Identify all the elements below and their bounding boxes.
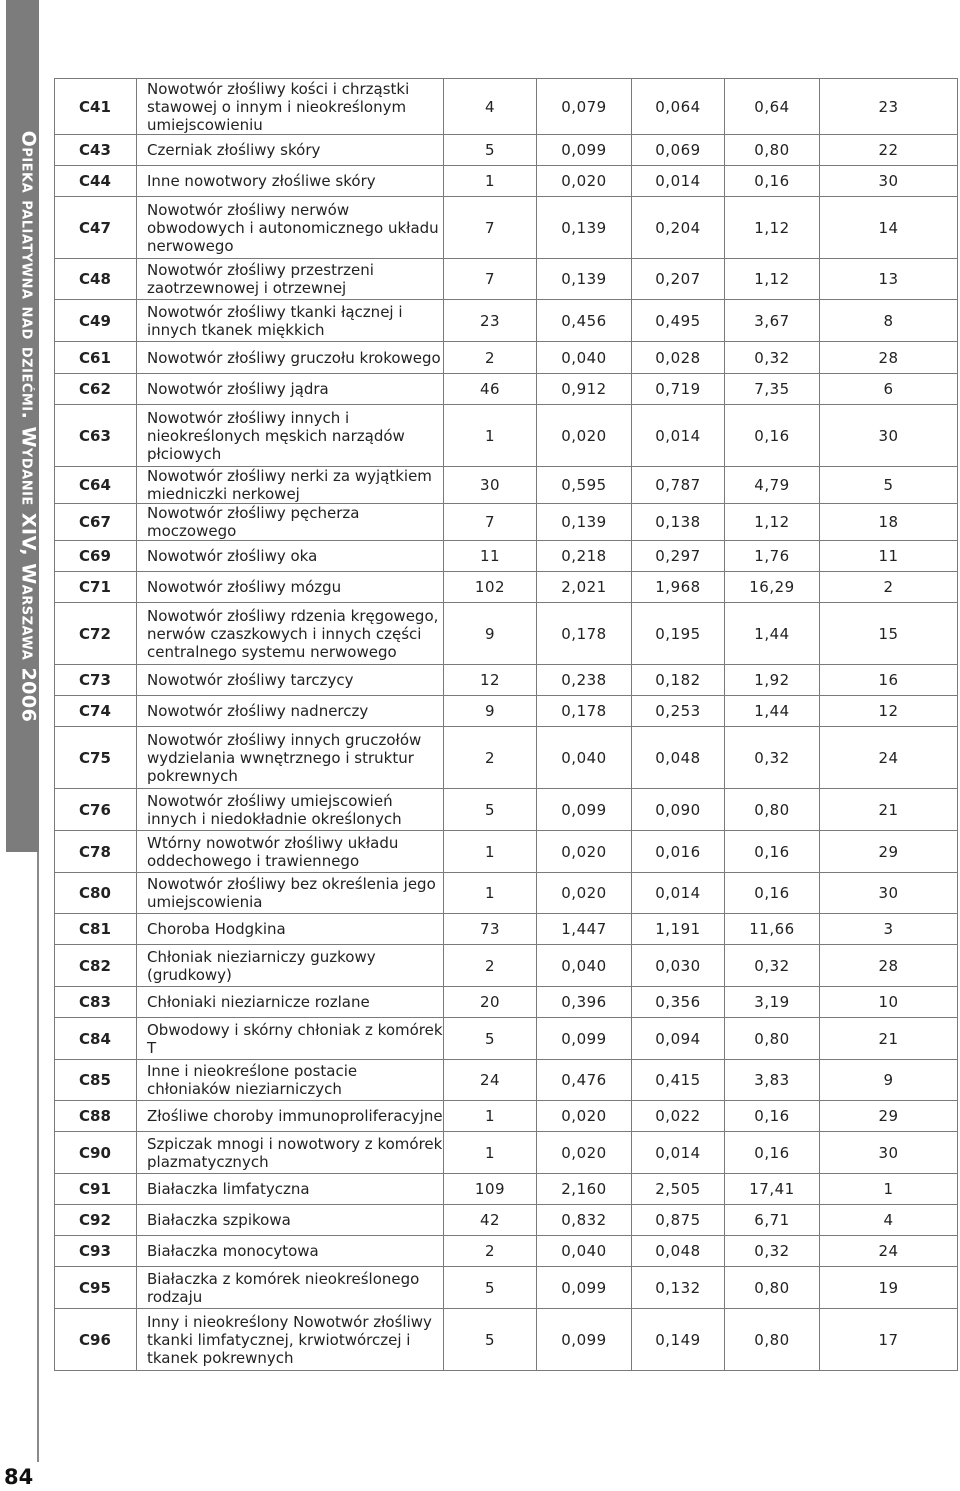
row-description: Choroba Hodgkina (137, 914, 444, 945)
row-description: Nowotwór złośliwy umiejscowień innych i niedokładnie określonych (137, 789, 444, 831)
row-rank: 21 (820, 1018, 958, 1060)
row-count: 5 (444, 789, 537, 831)
row-rate-1: 0,099 (537, 1309, 632, 1371)
row-percent: 1,12 (725, 259, 820, 300)
row-description: Nowotwór złośliwy oka (137, 541, 444, 572)
row-description: Chłoniaki nieziarnicze rozlane (137, 987, 444, 1018)
row-code: C90 (55, 1132, 137, 1174)
row-rank: 1 (820, 1174, 958, 1205)
row-count: 30 (444, 467, 537, 504)
table-row (55, 987, 958, 1018)
row-percent: 0,16 (725, 831, 820, 873)
row-count: 1 (444, 405, 537, 467)
row-count: 2 (444, 727, 537, 789)
row-count: 102 (444, 572, 537, 603)
row-count: 24 (444, 1060, 537, 1101)
table-row (55, 1309, 958, 1371)
row-rate-1: 0,456 (537, 300, 632, 342)
table-row (55, 727, 958, 789)
table-row (55, 197, 958, 259)
row-rate-1: 0,099 (537, 135, 632, 166)
row-percent: 1,12 (725, 504, 820, 541)
row-description: Nowotwór złośliwy bez określenia jego umiejscowienia (137, 873, 444, 914)
row-percent: 0,80 (725, 135, 820, 166)
row-percent: 0,32 (725, 945, 820, 987)
row-rank: 14 (820, 197, 958, 259)
row-code: C75 (55, 727, 137, 789)
row-count: 109 (444, 1174, 537, 1205)
row-rank: 24 (820, 727, 958, 789)
row-code: C72 (55, 603, 137, 665)
row-percent: 0,32 (725, 342, 820, 374)
row-description: Nowotwór złośliwy innych gruczołów wydzielania wwnętrznego i struktur pokrewnych (137, 727, 444, 789)
row-rate-2: 0,014 (632, 166, 725, 197)
row-rate-2: 0,149 (632, 1309, 725, 1371)
row-code: C67 (55, 504, 137, 541)
row-description: Białaczka monocytowa (137, 1236, 444, 1267)
row-rate-2: 0,048 (632, 727, 725, 789)
row-rank: 30 (820, 405, 958, 467)
row-percent: 3,19 (725, 987, 820, 1018)
table-row (55, 1236, 958, 1267)
row-rate-1: 0,238 (537, 665, 632, 696)
row-count: 9 (444, 696, 537, 727)
row-percent: 0,16 (725, 405, 820, 467)
row-rank: 30 (820, 873, 958, 914)
row-rate-2: 0,719 (632, 374, 725, 405)
row-count: 5 (444, 1018, 537, 1060)
row-rank: 22 (820, 135, 958, 166)
table-row (55, 405, 958, 467)
row-code: C47 (55, 197, 137, 259)
table-row (55, 467, 958, 504)
row-rate-1: 0,040 (537, 945, 632, 987)
row-count: 5 (444, 135, 537, 166)
row-code: C93 (55, 1236, 137, 1267)
row-code: C91 (55, 1174, 137, 1205)
row-rate-1: 0,020 (537, 873, 632, 914)
row-code: C69 (55, 541, 137, 572)
row-code: C96 (55, 1309, 137, 1371)
row-percent: 6,71 (725, 1205, 820, 1236)
row-rank: 30 (820, 1132, 958, 1174)
row-count: 46 (444, 374, 537, 405)
row-rate-2: 0,875 (632, 1205, 725, 1236)
row-rate-2: 0,094 (632, 1018, 725, 1060)
row-rate-1: 0,020 (537, 405, 632, 467)
row-description: Szpiczak mnogi i nowotwory z komórek plazmatycznych (137, 1132, 444, 1174)
row-rate-2: 1,968 (632, 572, 725, 603)
row-code: C81 (55, 914, 137, 945)
row-rate-1: 0,099 (537, 1267, 632, 1309)
row-count: 12 (444, 665, 537, 696)
row-code: C61 (55, 342, 137, 374)
row-code: C71 (55, 572, 137, 603)
row-code: C63 (55, 405, 137, 467)
row-percent: 1,92 (725, 665, 820, 696)
table-row (55, 1060, 958, 1101)
row-rate-1: 0,040 (537, 342, 632, 374)
row-count: 1 (444, 1101, 537, 1132)
row-description: Czerniak złośliwy skóry (137, 135, 444, 166)
row-description: Nowotwór złośliwy mózgu (137, 572, 444, 603)
row-rate-1: 0,020 (537, 831, 632, 873)
table-row (55, 166, 958, 197)
row-percent: 0,16 (725, 873, 820, 914)
row-percent: 1,12 (725, 197, 820, 259)
row-rate-1: 0,139 (537, 504, 632, 541)
table-row (55, 374, 958, 405)
table-row (55, 696, 958, 727)
row-description: Białaczka limfatyczna (137, 1174, 444, 1205)
row-description: Białaczka szpikowa (137, 1205, 444, 1236)
row-code: C48 (55, 259, 137, 300)
row-rank: 3 (820, 914, 958, 945)
row-rate-1: 0,218 (537, 541, 632, 572)
row-rate-1: 0,040 (537, 1236, 632, 1267)
table-row (55, 1174, 958, 1205)
row-rate-2: 0,207 (632, 259, 725, 300)
row-percent: 0,80 (725, 1309, 820, 1371)
row-rank: 15 (820, 603, 958, 665)
row-count: 20 (444, 987, 537, 1018)
table-row (55, 873, 958, 914)
row-rate-2: 0,069 (632, 135, 725, 166)
cancer-table (54, 78, 958, 1371)
row-count: 11 (444, 541, 537, 572)
row-code: C64 (55, 467, 137, 504)
row-count: 1 (444, 873, 537, 914)
row-percent: 0,32 (725, 1236, 820, 1267)
row-rate-2: 0,356 (632, 987, 725, 1018)
row-rate-2: 0,014 (632, 873, 725, 914)
row-rate-1: 0,020 (537, 166, 632, 197)
row-percent: 17,41 (725, 1174, 820, 1205)
table-row (55, 504, 958, 541)
row-rank: 5 (820, 467, 958, 504)
row-rate-1: 0,099 (537, 1018, 632, 1060)
row-count: 1 (444, 1132, 537, 1174)
row-description: Złośliwe choroby immunoproliferacyjne (137, 1101, 444, 1132)
row-rate-2: 0,787 (632, 467, 725, 504)
row-rank: 10 (820, 987, 958, 1018)
row-rate-2: 0,064 (632, 79, 725, 135)
row-code: C84 (55, 1018, 137, 1060)
row-rate-1: 0,099 (537, 789, 632, 831)
row-count: 4 (444, 79, 537, 135)
sidebar-title: Opieka paliatywna nad dziećmi. Wydanie XIV, Warszawa 2006 (17, 130, 40, 723)
row-code: C44 (55, 166, 137, 197)
row-rate-2: 0,204 (632, 197, 725, 259)
table-row (55, 572, 958, 603)
row-rate-1: 1,447 (537, 914, 632, 945)
row-code: C78 (55, 831, 137, 873)
row-description: Inny i nieokreślony Nowotwór złośliwy tkanki limfatycznej, krwiotwórczej i tkanek pokrewnych (137, 1309, 444, 1371)
row-count: 7 (444, 504, 537, 541)
row-description: Nowotwór złośliwy gruczołu krokowego (137, 342, 444, 374)
row-rank: 23 (820, 79, 958, 135)
row-rate-2: 0,090 (632, 789, 725, 831)
row-code: C43 (55, 135, 137, 166)
row-count: 1 (444, 166, 537, 197)
row-rank: 29 (820, 831, 958, 873)
row-count: 73 (444, 914, 537, 945)
row-count: 2 (444, 945, 537, 987)
row-percent: 0,16 (725, 1132, 820, 1174)
row-code: C82 (55, 945, 137, 987)
row-description: Inne nowotwory złośliwe skóry (137, 166, 444, 197)
row-description: Nowotwór złośliwy tkanki łącznej i innych tkanek miękkich (137, 300, 444, 342)
row-code: C76 (55, 789, 137, 831)
row-rate-2: 0,297 (632, 541, 725, 572)
row-rank: 12 (820, 696, 958, 727)
row-rate-2: 0,195 (632, 603, 725, 665)
row-percent: 7,35 (725, 374, 820, 405)
row-description: Nowotwór złośliwy pęcherza moczowego (137, 504, 444, 541)
row-percent: 3,67 (725, 300, 820, 342)
row-rate-2: 0,014 (632, 1132, 725, 1174)
row-count: 23 (444, 300, 537, 342)
row-description: Nowotwór złośliwy jądra (137, 374, 444, 405)
table-row (55, 603, 958, 665)
row-description: Nowotwór złośliwy rdzenia kręgowego, nerwów czaszkowych i innych części centralnego systemu nerwowego (137, 603, 444, 665)
row-rank: 4 (820, 1205, 958, 1236)
row-rate-2: 0,016 (632, 831, 725, 873)
row-rate-1: 0,139 (537, 259, 632, 300)
row-rank: 21 (820, 789, 958, 831)
row-rate-1: 0,595 (537, 467, 632, 504)
sidebar-banner (6, 0, 39, 852)
row-rate-1: 0,832 (537, 1205, 632, 1236)
row-count: 7 (444, 197, 537, 259)
row-rate-1: 2,021 (537, 572, 632, 603)
row-percent: 3,83 (725, 1060, 820, 1101)
row-description: Nowotwór złośliwy kości i chrząstki stawowej o innym i nieokreślonym umiejscowieniu (137, 79, 444, 135)
table-row (55, 945, 958, 987)
row-rate-2: 0,030 (632, 945, 725, 987)
table-row (55, 1267, 958, 1309)
margin-rule (37, 852, 39, 1462)
table-row (55, 914, 958, 945)
row-rank: 29 (820, 1101, 958, 1132)
table-row (55, 1101, 958, 1132)
row-code: C83 (55, 987, 137, 1018)
row-description: Chłoniak nieziarniczy guzkowy (grudkowy) (137, 945, 444, 987)
row-rate-1: 0,040 (537, 727, 632, 789)
table-row (55, 79, 958, 135)
row-rank: 28 (820, 945, 958, 987)
row-count: 5 (444, 1309, 537, 1371)
table-row (55, 1132, 958, 1174)
row-code: C41 (55, 79, 137, 135)
row-count: 2 (444, 342, 537, 374)
row-count: 42 (444, 1205, 537, 1236)
table-row (55, 259, 958, 300)
row-count: 2 (444, 1236, 537, 1267)
row-percent: 11,66 (725, 914, 820, 945)
table-row (55, 831, 958, 873)
row-rate-1: 2,160 (537, 1174, 632, 1205)
row-rate-2: 0,495 (632, 300, 725, 342)
row-percent: 0,16 (725, 166, 820, 197)
row-percent: 0,80 (725, 1267, 820, 1309)
row-description: Nowotwór złośliwy nerwów obwodowych i autonomicznego układu nerwowego (137, 197, 444, 259)
table-row (55, 541, 958, 572)
row-count: 5 (444, 1267, 537, 1309)
row-rate-2: 0,182 (632, 665, 725, 696)
row-code: C95 (55, 1267, 137, 1309)
row-rank: 2 (820, 572, 958, 603)
row-code: C80 (55, 873, 137, 914)
row-percent: 16,29 (725, 572, 820, 603)
row-description: Inne i nieokreślone postacie chłoniaków nieziarniczych (137, 1060, 444, 1101)
row-code: C92 (55, 1205, 137, 1236)
row-description: Białaczka z komórek nieokreślonego rodzaju (137, 1267, 444, 1309)
row-rank: 6 (820, 374, 958, 405)
row-rank: 19 (820, 1267, 958, 1309)
row-rank: 28 (820, 342, 958, 374)
row-rank: 18 (820, 504, 958, 541)
table-row (55, 1018, 958, 1060)
row-description: Nowotwór złośliwy tarczycy (137, 665, 444, 696)
row-rate-2: 0,253 (632, 696, 725, 727)
row-description: Nowotwór złośliwy innych i nieokreślonych męskich narządów płciowych (137, 405, 444, 467)
row-rank: 16 (820, 665, 958, 696)
page-number: 84 (4, 1465, 34, 1489)
row-rate-1: 0,139 (537, 197, 632, 259)
row-count: 7 (444, 259, 537, 300)
row-rate-2: 0,132 (632, 1267, 725, 1309)
table-row (55, 789, 958, 831)
row-description: Wtórny nowotwór złośliwy układu oddechowego i trawiennego (137, 831, 444, 873)
row-rate-1: 0,020 (537, 1132, 632, 1174)
row-rate-1: 0,476 (537, 1060, 632, 1101)
row-rate-1: 0,396 (537, 987, 632, 1018)
row-percent: 0,32 (725, 727, 820, 789)
row-rate-1: 0,178 (537, 696, 632, 727)
table-row (55, 135, 958, 166)
row-rate-2: 0,022 (632, 1101, 725, 1132)
row-code: C49 (55, 300, 137, 342)
table-row (55, 342, 958, 374)
row-percent: 1,44 (725, 603, 820, 665)
table-row (55, 300, 958, 342)
row-rate-1: 0,178 (537, 603, 632, 665)
row-rank: 30 (820, 166, 958, 197)
row-percent: 4,79 (725, 467, 820, 504)
row-code: C73 (55, 665, 137, 696)
row-description: Nowotwór złośliwy przestrzeni zaotrzewnowej i otrzewnej (137, 259, 444, 300)
row-rate-2: 0,415 (632, 1060, 725, 1101)
row-count: 9 (444, 603, 537, 665)
row-rate-2: 0,138 (632, 504, 725, 541)
row-code: C62 (55, 374, 137, 405)
table-row (55, 665, 958, 696)
table-row (55, 1205, 958, 1236)
row-description: Nowotwór złośliwy nerki za wyjątkiem miedniczki nerkowej (137, 467, 444, 504)
row-rank: 9 (820, 1060, 958, 1101)
table-body (55, 79, 958, 1371)
row-description: Nowotwór złośliwy nadnerczy (137, 696, 444, 727)
row-rate-1: 0,020 (537, 1101, 632, 1132)
row-rank: 24 (820, 1236, 958, 1267)
row-rate-2: 0,048 (632, 1236, 725, 1267)
row-rate-2: 2,505 (632, 1174, 725, 1205)
row-percent: 1,76 (725, 541, 820, 572)
row-rate-1: 0,079 (537, 79, 632, 135)
row-rank: 11 (820, 541, 958, 572)
row-rate-2: 0,028 (632, 342, 725, 374)
row-percent: 0,80 (725, 789, 820, 831)
row-rank: 17 (820, 1309, 958, 1371)
row-percent: 1,44 (725, 696, 820, 727)
row-percent: 0,64 (725, 79, 820, 135)
row-rank: 13 (820, 259, 958, 300)
row-rank: 8 (820, 300, 958, 342)
row-code: C88 (55, 1101, 137, 1132)
row-rate-1: 0,912 (537, 374, 632, 405)
row-count: 1 (444, 831, 537, 873)
row-code: C85 (55, 1060, 137, 1101)
row-rate-2: 1,191 (632, 914, 725, 945)
row-rate-2: 0,014 (632, 405, 725, 467)
row-description: Obwodowy i skórny chłoniak z komórek T (137, 1018, 444, 1060)
row-code: C74 (55, 696, 137, 727)
row-percent: 0,80 (725, 1018, 820, 1060)
row-percent: 0,16 (725, 1101, 820, 1132)
